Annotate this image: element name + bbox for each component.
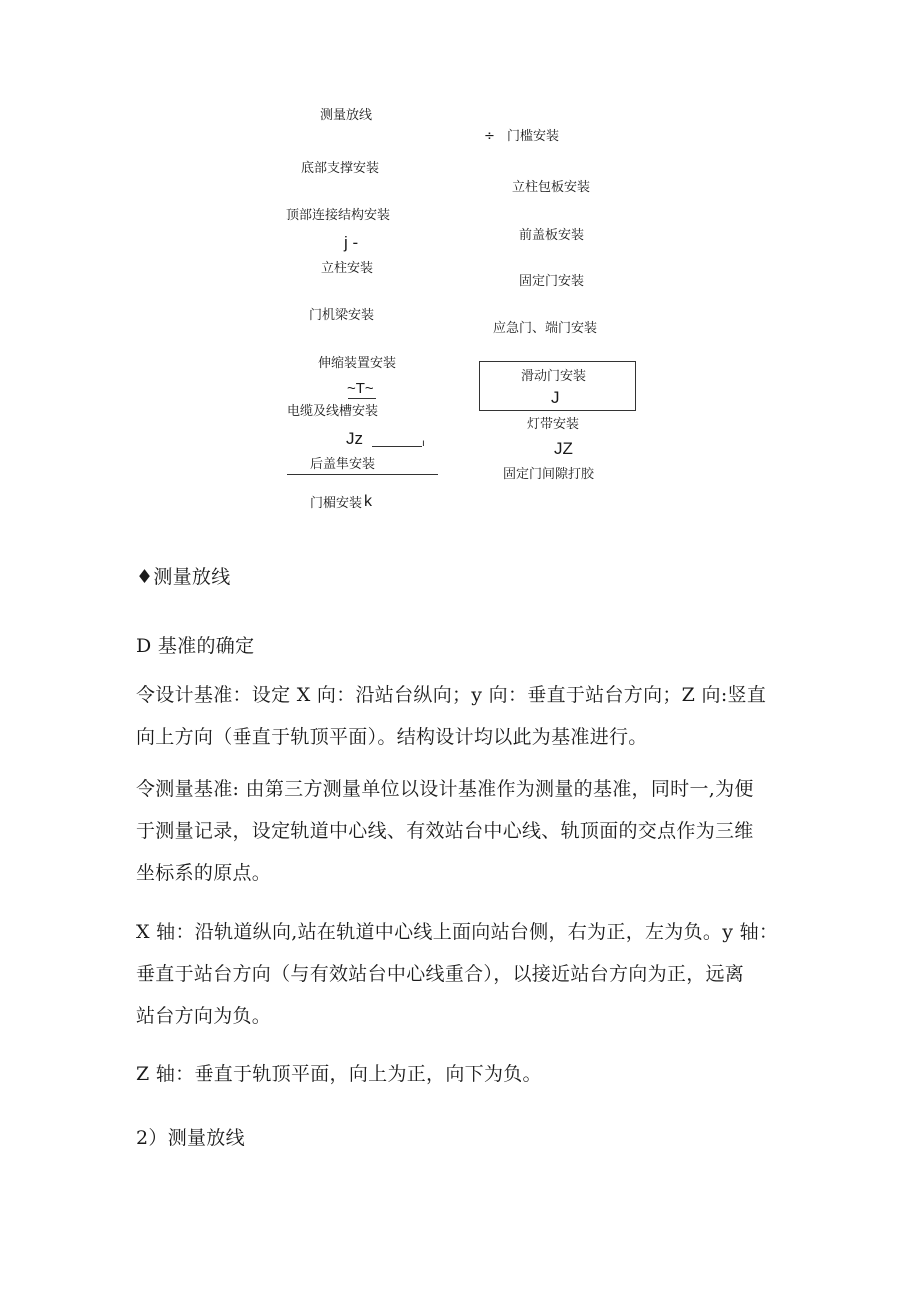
text-line: 向上方向（垂直于轨顶平面）。结构设计均以此为基准进行。 — [136, 726, 648, 748]
flow-right-step-emergency-door: 应急门、端门安装 — [493, 321, 598, 336]
flow-left-step-column: 立柱安装 — [321, 261, 374, 276]
flow-left-connector-mark: Jz — [346, 429, 363, 448]
flow-right-step-threshold-label: 门槛安装 — [507, 129, 560, 144]
text-line: 站台方向为负。 — [136, 1005, 272, 1027]
flow-left-step-back-cover: 后盖隼安装 — [310, 457, 376, 472]
paragraph-z-axis — [136, 1053, 796, 1095]
flow-left-connector-mark: k — [364, 493, 373, 510]
flow-left-connector-tail: ı — [422, 438, 425, 449]
flow-left-connector-mark: ~T~ — [347, 380, 374, 397]
flow-right-step-sliding-door: 滑动门安装 — [521, 369, 587, 384]
paragraph-x-axis — [136, 911, 796, 1037]
text-line: 坐标系的原点。 — [136, 862, 272, 884]
flow-left-step-lintel — [310, 494, 372, 512]
text-line: 令测量基准: 由第三方测量单位以设计基准作为测量的基准，同时一,为便 — [136, 778, 754, 800]
flow-left-step-survey: 测量放线 — [320, 108, 373, 123]
flow-right-connector-mark: JZ — [554, 439, 573, 458]
flow-right-step-column-cladding: 立柱包板安装 — [512, 180, 591, 195]
text-line: 垂直于站台方向（与有效站台中心线重合），以接近站台方向为正，远离 — [136, 963, 745, 985]
flow-connector-line — [372, 446, 422, 447]
section-heading: ♦测量放线 — [136, 566, 231, 588]
flow-right-step-front-cover: 前盖板安装 — [519, 228, 585, 243]
text-line: 令设计基准：设定 X 向：沿站台纵向；y 向：垂直于站台方向；Z 向:竖直 — [136, 684, 767, 706]
flow-right-step-sealant: 固定门间隙打胶 — [503, 467, 595, 482]
flow-left-step-cable: 电缆及线槽安装 — [287, 404, 379, 419]
flow-left-connector-mark: j - — [344, 233, 359, 252]
subheading-datum: D 基准的确定 — [136, 635, 255, 657]
flow-connector-line — [287, 474, 438, 475]
flow-left-step-expansion: 伸缩装置安装 — [318, 356, 397, 371]
text-line: 于测量记录，设定轨道中心线、有效站台中心线、轨顶面的交点作为三维 — [136, 820, 754, 842]
paragraph-design-datum — [136, 674, 796, 758]
text-line: X 轴：沿轨道纵向,站在轨道中心线上面向站台侧，右为正，左为负。y 轴： — [136, 921, 779, 943]
flow-connector-line — [348, 398, 376, 399]
flow-right-connector-mark: J — [551, 388, 560, 407]
flow-left-step-bottom-support: 底部支撑安装 — [301, 161, 380, 176]
flow-left-step-lintel-label: 门楣安装 — [310, 496, 363, 511]
subheading-survey: 2）测量放线 — [136, 1127, 245, 1149]
flow-right-step-light-strip: 灯带安装 — [527, 417, 580, 432]
flow-right-step-threshold — [484, 129, 559, 145]
paragraph-survey-datum — [136, 768, 796, 894]
flow-left-step-top-connection: 顶部连接结构安装 — [286, 208, 391, 223]
flow-right-prefix-mark: ÷ — [484, 129, 495, 144]
text-line: Z 轴：垂直于轨顶平面，向上为正，向下为负。 — [136, 1063, 542, 1085]
flow-right-step-fixed-door: 固定门安装 — [519, 274, 585, 289]
flow-left-step-door-beam: 门机梁安装 — [309, 308, 375, 323]
